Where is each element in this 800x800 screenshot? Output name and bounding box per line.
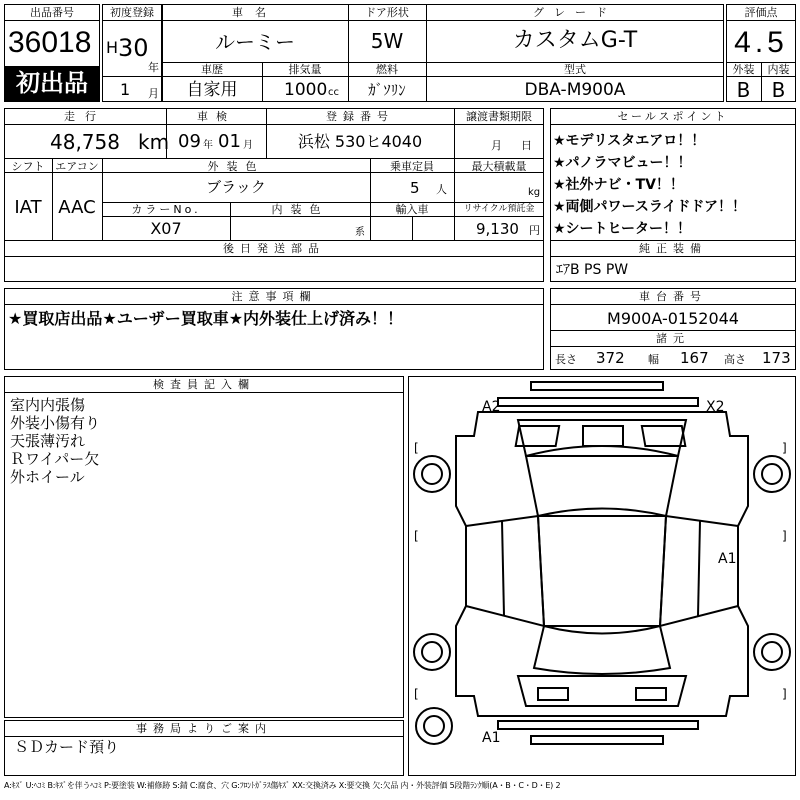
mark-a1-rear: A1: [482, 730, 501, 746]
mileage-unit: km: [138, 130, 170, 154]
lot-number: 36018: [8, 26, 92, 59]
height: 173: [762, 349, 791, 367]
model-label: 型式: [564, 63, 586, 76]
history-label: 車歴: [201, 63, 223, 76]
inspector-label: 検査員記入欄: [153, 378, 255, 391]
transfer-month-unit: 月: [491, 139, 502, 152]
chassis-label: 車台番号: [639, 290, 707, 303]
inspector-line: 室内内張傷: [10, 396, 86, 414]
fuel: ｶﾞｿﾘﾝ: [368, 81, 406, 99]
color-no-label: カラーNo.: [131, 203, 201, 216]
door-label: ドア形状: [365, 6, 409, 19]
capacity-unit: 人: [436, 183, 447, 196]
inspection-year-unit: 年: [203, 140, 213, 151]
spec-label: 諸元: [656, 332, 690, 345]
color: ブラック: [206, 178, 266, 196]
ac-label: エアコン: [55, 160, 99, 173]
recycle-label: リサイクル預託金: [463, 204, 535, 214]
sales-point: ★パノラマビュー！！: [553, 155, 692, 171]
inspector-line: 外ホイール: [10, 468, 85, 486]
first-reg-label: 初度登録: [110, 6, 154, 19]
first-listing-text: 初出品: [16, 69, 88, 97]
ac: AAC: [58, 197, 96, 218]
mileage: 48,758: [50, 130, 120, 154]
inspector-line: Ｒワイパー欠: [10, 450, 100, 468]
capacity-label: 乗車定員: [390, 160, 434, 173]
svg-text:]: ]: [782, 529, 787, 543]
sales-point: ★モデリスタエアロ！！: [553, 133, 706, 149]
shift: IAT: [14, 197, 42, 218]
year-unit: 年: [148, 61, 159, 74]
sales-list: [553, 130, 793, 240]
capacity: 5: [410, 179, 420, 197]
inspection-year: 09: [178, 131, 201, 152]
height-label: 高さ: [724, 353, 746, 366]
later-parts-label: 後日発送部品: [223, 242, 325, 255]
car-name: ルーミー: [215, 30, 295, 54]
year: 30: [118, 34, 149, 62]
inspection-month-unit: 月: [243, 140, 253, 151]
mileage-label: 走行: [64, 110, 106, 123]
import-label: 輸入車: [395, 203, 429, 216]
notes-text: ★買取店出品★ユーザー買取車★内外装仕上げ済み！！: [8, 309, 404, 328]
svg-text:[: [: [414, 687, 419, 701]
length-label: 長さ: [555, 353, 577, 366]
transfer-label: 譲渡書類期限: [466, 110, 532, 123]
grade: カスタムG-T: [512, 28, 638, 53]
width-label: 幅: [648, 353, 659, 366]
era: H: [106, 38, 119, 57]
inspection-label: 車検: [197, 110, 235, 123]
interior-color-unit: 系: [355, 227, 365, 238]
lot-label: 出品番号: [30, 6, 74, 19]
chassis-number: M900A-0152044: [607, 309, 739, 328]
office-text: ＳＤカード預り: [14, 738, 120, 756]
fuel-label: 燃料: [376, 63, 398, 76]
inspector-list: [10, 396, 100, 486]
interior-label: 内装: [767, 63, 790, 76]
legend: A:ｷｽﾞ U:ﾍｺﾐ B:ｷｽﾞを伴うﾍｺﾐ P:要塗装 W:補修跡 S:錆 C:腐食、穴 G:ﾌﾛﾝﾄｶﾞﾗｽ傷ｷｽﾞ XX:交換済み X:要交換 欠:欠品 内・外装評価 5段階ﾗﾝｸ順(A・B・C・D・E) 2: [4, 781, 561, 790]
color-label: 外装色: [207, 160, 265, 173]
svg-text:]: ]: [782, 687, 787, 701]
plate-label: 登録番号: [326, 110, 394, 123]
displacement: 1000: [284, 80, 328, 100]
car-name-label: 車名: [232, 6, 278, 19]
sales-point: ★シートヒーター！！: [553, 221, 691, 237]
transfer-day-unit: 日: [521, 139, 532, 152]
load-unit: kg: [528, 187, 541, 198]
interior-color-label: 内装色: [271, 203, 329, 216]
svg-text:[: [: [414, 529, 419, 543]
mark-a2-front-left: A2: [482, 399, 501, 415]
door: 5W: [370, 29, 404, 53]
score-label: 評価点: [744, 6, 778, 19]
car-diagram: [408, 376, 796, 776]
inspector-line: 天張薄汚れ: [10, 432, 86, 450]
exterior-label: 外装: [732, 63, 755, 76]
svg-text:[: [: [414, 441, 419, 455]
width: 167: [680, 349, 709, 367]
sales-point: ★社外ナビ・TV！！: [553, 177, 684, 193]
shift-label: シフト: [11, 160, 45, 173]
recycle: 9,130: [476, 220, 519, 238]
month-unit: 月: [148, 87, 159, 100]
equipment: ｴｱB PS PW: [556, 262, 629, 278]
history: 自家用: [186, 80, 238, 100]
mark-a1-right: A1: [718, 551, 737, 567]
month: 1: [120, 80, 131, 99]
model: DBA-M900A: [524, 80, 626, 100]
sales-label: セールスポイント: [617, 110, 729, 123]
load-label: 最大積載量: [471, 160, 527, 173]
recycle-unit: 円: [529, 224, 540, 237]
grade-label: グレード: [533, 6, 617, 19]
inspection-month: 01: [218, 131, 241, 152]
displacement-unit: cc: [328, 87, 339, 98]
notes-label: 注意事項欄: [231, 290, 317, 303]
sales-point: ★両側パワースライドドア！！: [553, 199, 747, 215]
displacement-label: 排気量: [288, 63, 322, 76]
svg-text:]: ]: [782, 441, 787, 455]
plate: 浜松 530ヒ4040: [297, 132, 423, 151]
mark-x2-front-right: X2: [706, 399, 725, 415]
office-label: 事務局よりご案内: [136, 722, 272, 735]
color-no: X07: [150, 219, 182, 238]
exterior-grade: B: [736, 78, 751, 102]
equipment-label: 純正装備: [639, 242, 707, 255]
inspector-line: 外装小傷有り: [10, 414, 101, 432]
score: 4.5: [734, 26, 788, 59]
interior-grade: B: [771, 78, 786, 102]
length: 372: [596, 349, 625, 367]
